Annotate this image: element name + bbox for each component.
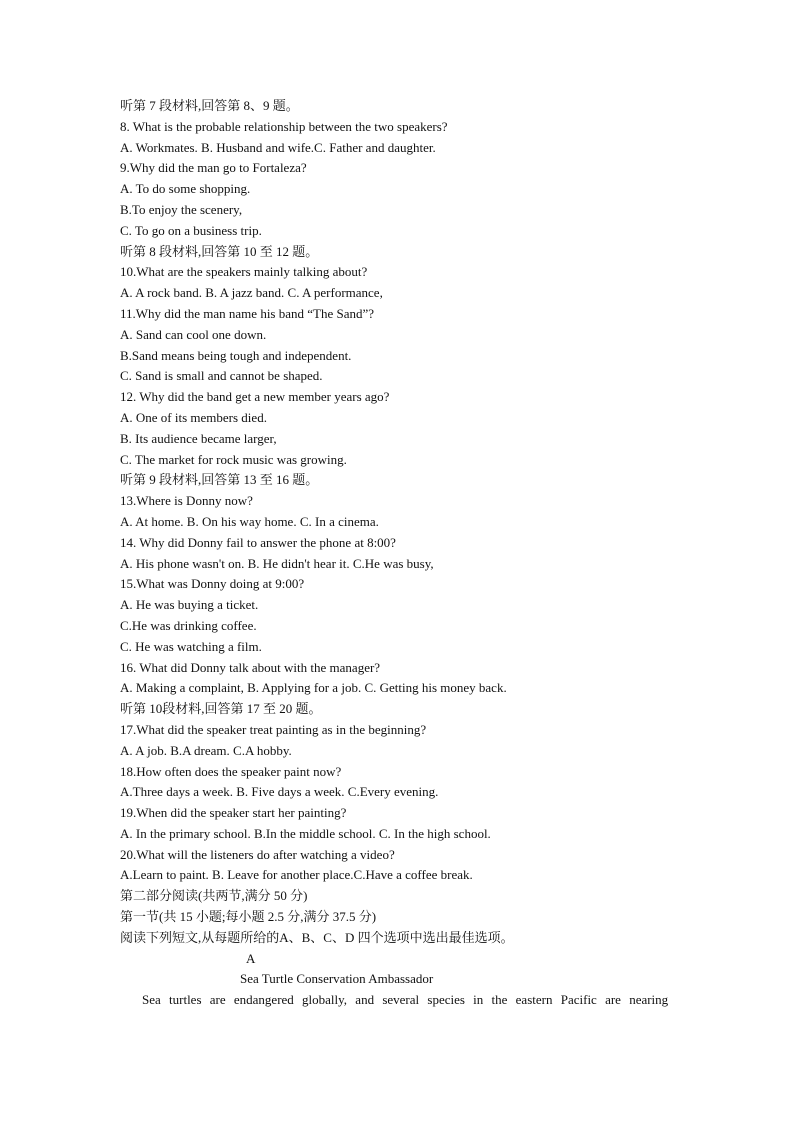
text-line: 10.What are the speakers mainly talking about? xyxy=(120,264,368,280)
text-line: A. At home. B. On his way home. C. In a cinema. xyxy=(120,513,379,529)
text-line: 17.What did the speaker treat painting as in the beginning? xyxy=(120,721,427,737)
text-line: A. Workmates. B. Husband and wife.C. Father and daughter. xyxy=(120,139,436,155)
text-line: C. He was watching a film. xyxy=(120,638,262,654)
question-lines xyxy=(120,96,676,949)
text-line: 13.Where is Donny now? xyxy=(120,493,253,509)
text-line: C. To go on a business trip. xyxy=(120,222,262,238)
text-line: 18.How often does the speaker paint now? xyxy=(120,763,342,779)
text-line: A. Making a complaint, B. Applying for a job. C. Getting his money back. xyxy=(120,680,507,696)
text-line: 听第 9 段材料,回答第 13 至 16 题。 xyxy=(120,472,319,488)
text-line: 第一节(共 15 小题;每小题 2.5 分,满分 37.5 分) xyxy=(120,909,377,925)
text-line: C. Sand is small and cannot be shaped. xyxy=(120,368,323,384)
text-line: 听第 10段材料,回答第 17 至 20 题。 xyxy=(120,701,322,717)
text-line: A. To do some shopping. xyxy=(120,181,251,197)
text-line: C.He was drinking coffee. xyxy=(120,617,257,633)
text-line: 第二部分阅读(共两节,满分 50 分) xyxy=(120,888,308,904)
text-line: A. One of its members died. xyxy=(120,409,267,425)
text-line: A. In the primary school. B.In the middle school. C. In the high school. xyxy=(120,825,491,841)
document-page xyxy=(120,96,676,1011)
text-line: A. He was buying a ticket. xyxy=(120,597,259,613)
text-line: B.Sand means being tough and independent. xyxy=(120,347,352,363)
text-line: A. Sand can cool one down. xyxy=(120,326,267,342)
passage-title: Sea Turtle Conservation Ambassador xyxy=(240,971,434,987)
section-letter: A xyxy=(246,950,256,966)
text-line: 15.What was Donny doing at 9:00? xyxy=(120,576,305,592)
text-line: C. The market for rock music was growing. xyxy=(120,451,347,467)
passage-first-line: Sea turtles are endangered globally, and several species in the eastern Pacific are nearing xyxy=(142,992,669,1008)
text-line: 阅读下列短文,从每题所给的A、B、C、D 四个选项中选出最佳选项。 xyxy=(120,929,514,945)
text-line: 11.Why did the man name his band “The Sand”? xyxy=(120,305,375,321)
text-line: 听第 7 段材料,回答第 8、9 题。 xyxy=(120,98,299,113)
text-line: B. Its audience became larger, xyxy=(120,430,277,446)
text-line: 16. What did Donny talk about with the manager? xyxy=(120,659,381,675)
text-line: 14. Why did Donny fail to answer the phone at 8:00? xyxy=(120,534,396,550)
text-line: A. A job. B.A dream. C.A hobby. xyxy=(120,742,292,758)
text-line: 12. Why did the band get a new member years ago? xyxy=(120,389,390,405)
text-line: A.Learn to paint. B. Leave for another place.C.Have a coffee break. xyxy=(120,867,473,883)
text-line: 听第 8 段材料,回答第 10 至 12 题。 xyxy=(120,243,319,259)
text-line: A. A rock band. B. A jazz band. C. A performance, xyxy=(120,285,383,301)
text-line: A. His phone wasn't on. B. He didn't hear it. C.He was busy, xyxy=(120,555,434,571)
text-line: 8. What is the probable relationship between the two speakers? xyxy=(120,118,448,134)
text-line: 9.Why did the man go to Fortaleza? xyxy=(120,160,307,176)
text-line: 19.When did the speaker start her painting? xyxy=(120,805,347,821)
text-line: B.To enjoy the scenery, xyxy=(120,201,243,217)
text-line: A.Three days a week. B. Five days a week. C.Every evening. xyxy=(120,784,439,800)
text-line: 20.What will the listeners do after watching a video? xyxy=(120,846,395,862)
